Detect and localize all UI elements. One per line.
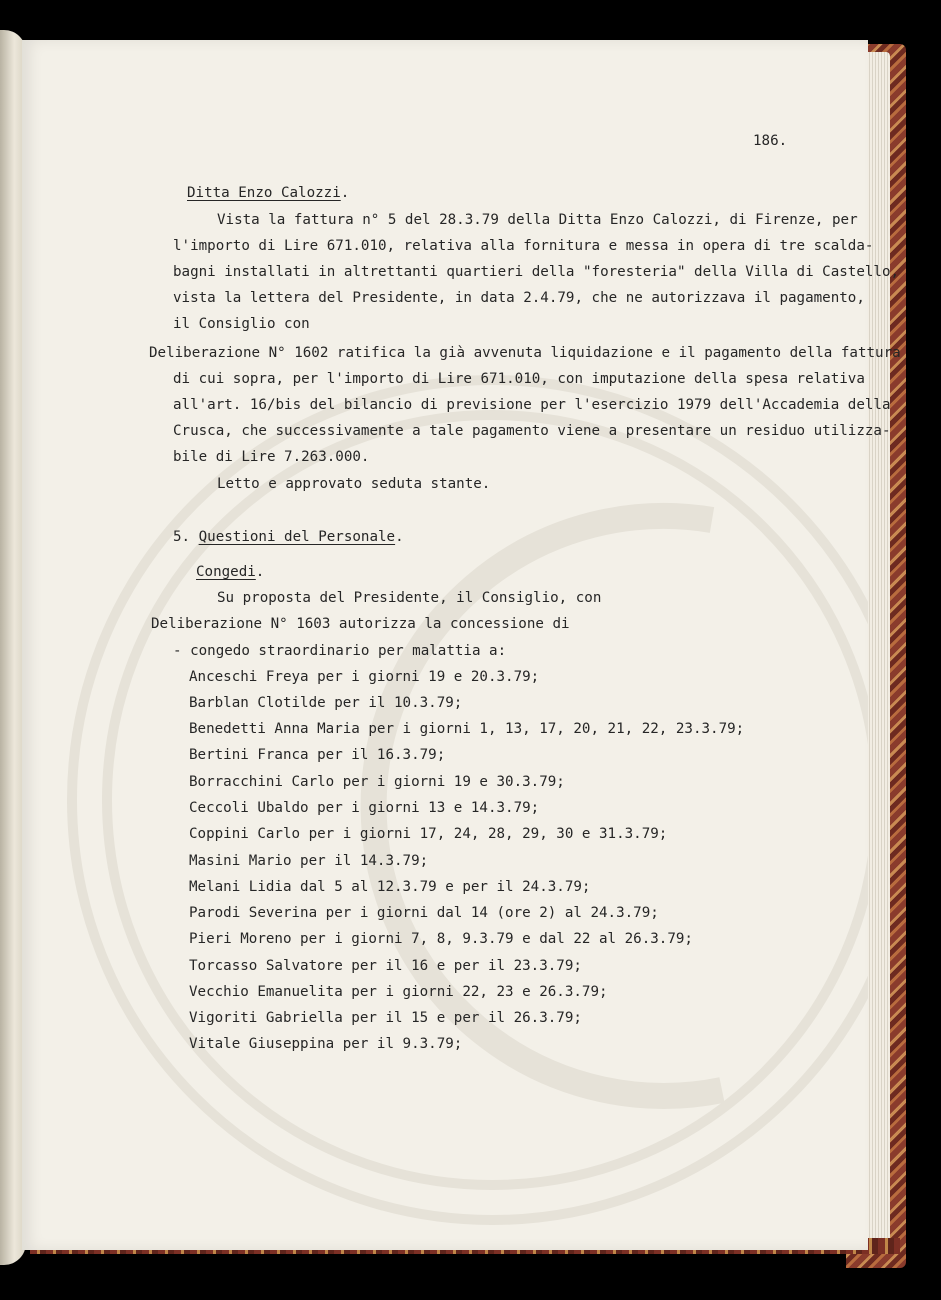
congedi-intro: Su proposta del Presidente, il Consiglio, con bbox=[217, 590, 602, 606]
para1-line: vista la lettera del Presidente, in data 2.4.79, che ne autorizzava il pagamento, bbox=[173, 290, 865, 306]
congedi-list-item: Vecchio Emanuelita per i giorni 22, 23 e 26.3.79; bbox=[189, 984, 608, 1000]
congedi-list-item: Torcasso Salvatore per il 16 e per il 23.3.79; bbox=[189, 958, 582, 974]
heading-ditta-text: Ditta Enzo Calozzi bbox=[187, 185, 341, 201]
delib2-line: Deliberazione N° 1603 autorizza la concessione di bbox=[151, 616, 570, 632]
page-number: 186. bbox=[753, 133, 788, 149]
delib1-line: di cui sopra, per l'importo di Lire 671.010, con imputazione della spesa relativa bbox=[173, 371, 865, 387]
congedi-list-item: Barblan Clotilde per il 10.3.79; bbox=[189, 695, 463, 711]
delib1-line: bile di Lire 7.263.000. bbox=[173, 449, 370, 465]
section5-title: Questioni del Personale bbox=[198, 529, 396, 545]
heading-ditta-dot: . bbox=[340, 185, 350, 201]
heading-congedi bbox=[196, 563, 264, 581]
para1-line: bagni installati in altrettanti quartieri della "foresteria" della Villa di Castello, bbox=[173, 264, 900, 280]
congedi-list-item: Bertini Franca per il 16.3.79; bbox=[189, 747, 446, 763]
congedi-list-item: Vigoriti Gabriella per il 15 e per il 26.3.79; bbox=[189, 1010, 582, 1026]
para1-line: Vista la fattura n° 5 del 28.3.79 della Ditta Enzo Calozzi, di Firenze, per bbox=[217, 212, 858, 228]
congedi-list-item: Masini Mario per il 14.3.79; bbox=[189, 853, 429, 869]
heading-congedi-dot: . bbox=[255, 564, 265, 580]
delib1-line: Deliberazione N° 1602 ratifica la già avvenuta liquidazione e il pagamento della fattura bbox=[149, 345, 901, 361]
delib1-line: Crusca, che successivamente a tale pagamento viene a presentare un residuo utilizza- bbox=[173, 423, 891, 439]
para1-line: il Consiglio con bbox=[173, 316, 310, 332]
para1-line: l'importo di Lire 671.010, relativa alla fornitura e messa in opera di tre scalda- bbox=[173, 238, 874, 254]
congedi-list-item: Vitale Giuseppina per il 9.3.79; bbox=[189, 1036, 463, 1052]
section5-number: 5. bbox=[173, 529, 199, 545]
congedi-list-item: Pieri Moreno per i giorni 7, 8, 9.3.79 e dal 22 al 26.3.79; bbox=[189, 931, 693, 947]
congedi-list-item: Anceschi Freya per i giorni 19 e 20.3.79; bbox=[189, 669, 540, 685]
heading-ditta bbox=[187, 184, 349, 202]
congedi-list-item: Parodi Severina per i giorni dal 14 (ore 2) al 24.3.79; bbox=[189, 905, 659, 921]
congedi-list-item: Ceccoli Ubaldo per i giorni 13 e 14.3.79; bbox=[189, 800, 540, 816]
congedo-heading: - congedo straordinario per malattia a: bbox=[173, 643, 507, 659]
delib1-line: all'art. 16/bis del bilancio di previsione per l'esercizio 1979 dell'Accademia della bbox=[173, 397, 891, 413]
congedi-list-item: Coppini Carlo per i giorni 17, 24, 28, 29, 30 e 31.3.79; bbox=[189, 826, 668, 842]
approvato-line: Letto e approvato seduta stante. bbox=[217, 476, 491, 492]
section5-dot: . bbox=[395, 529, 404, 545]
heading-congedi-text: Congedi bbox=[196, 564, 256, 580]
section5-heading bbox=[173, 528, 404, 546]
congedi-list-item: Benedetti Anna Maria per i giorni 1, 13, 17, 20, 21, 22, 23.3.79; bbox=[189, 721, 745, 737]
congedi-list-item: Borracchini Carlo per i giorni 19 e 30.3.79; bbox=[189, 774, 565, 790]
congedi-list-item: Melani Lidia dal 5 al 12.3.79 e per il 24.3.79; bbox=[189, 879, 591, 895]
